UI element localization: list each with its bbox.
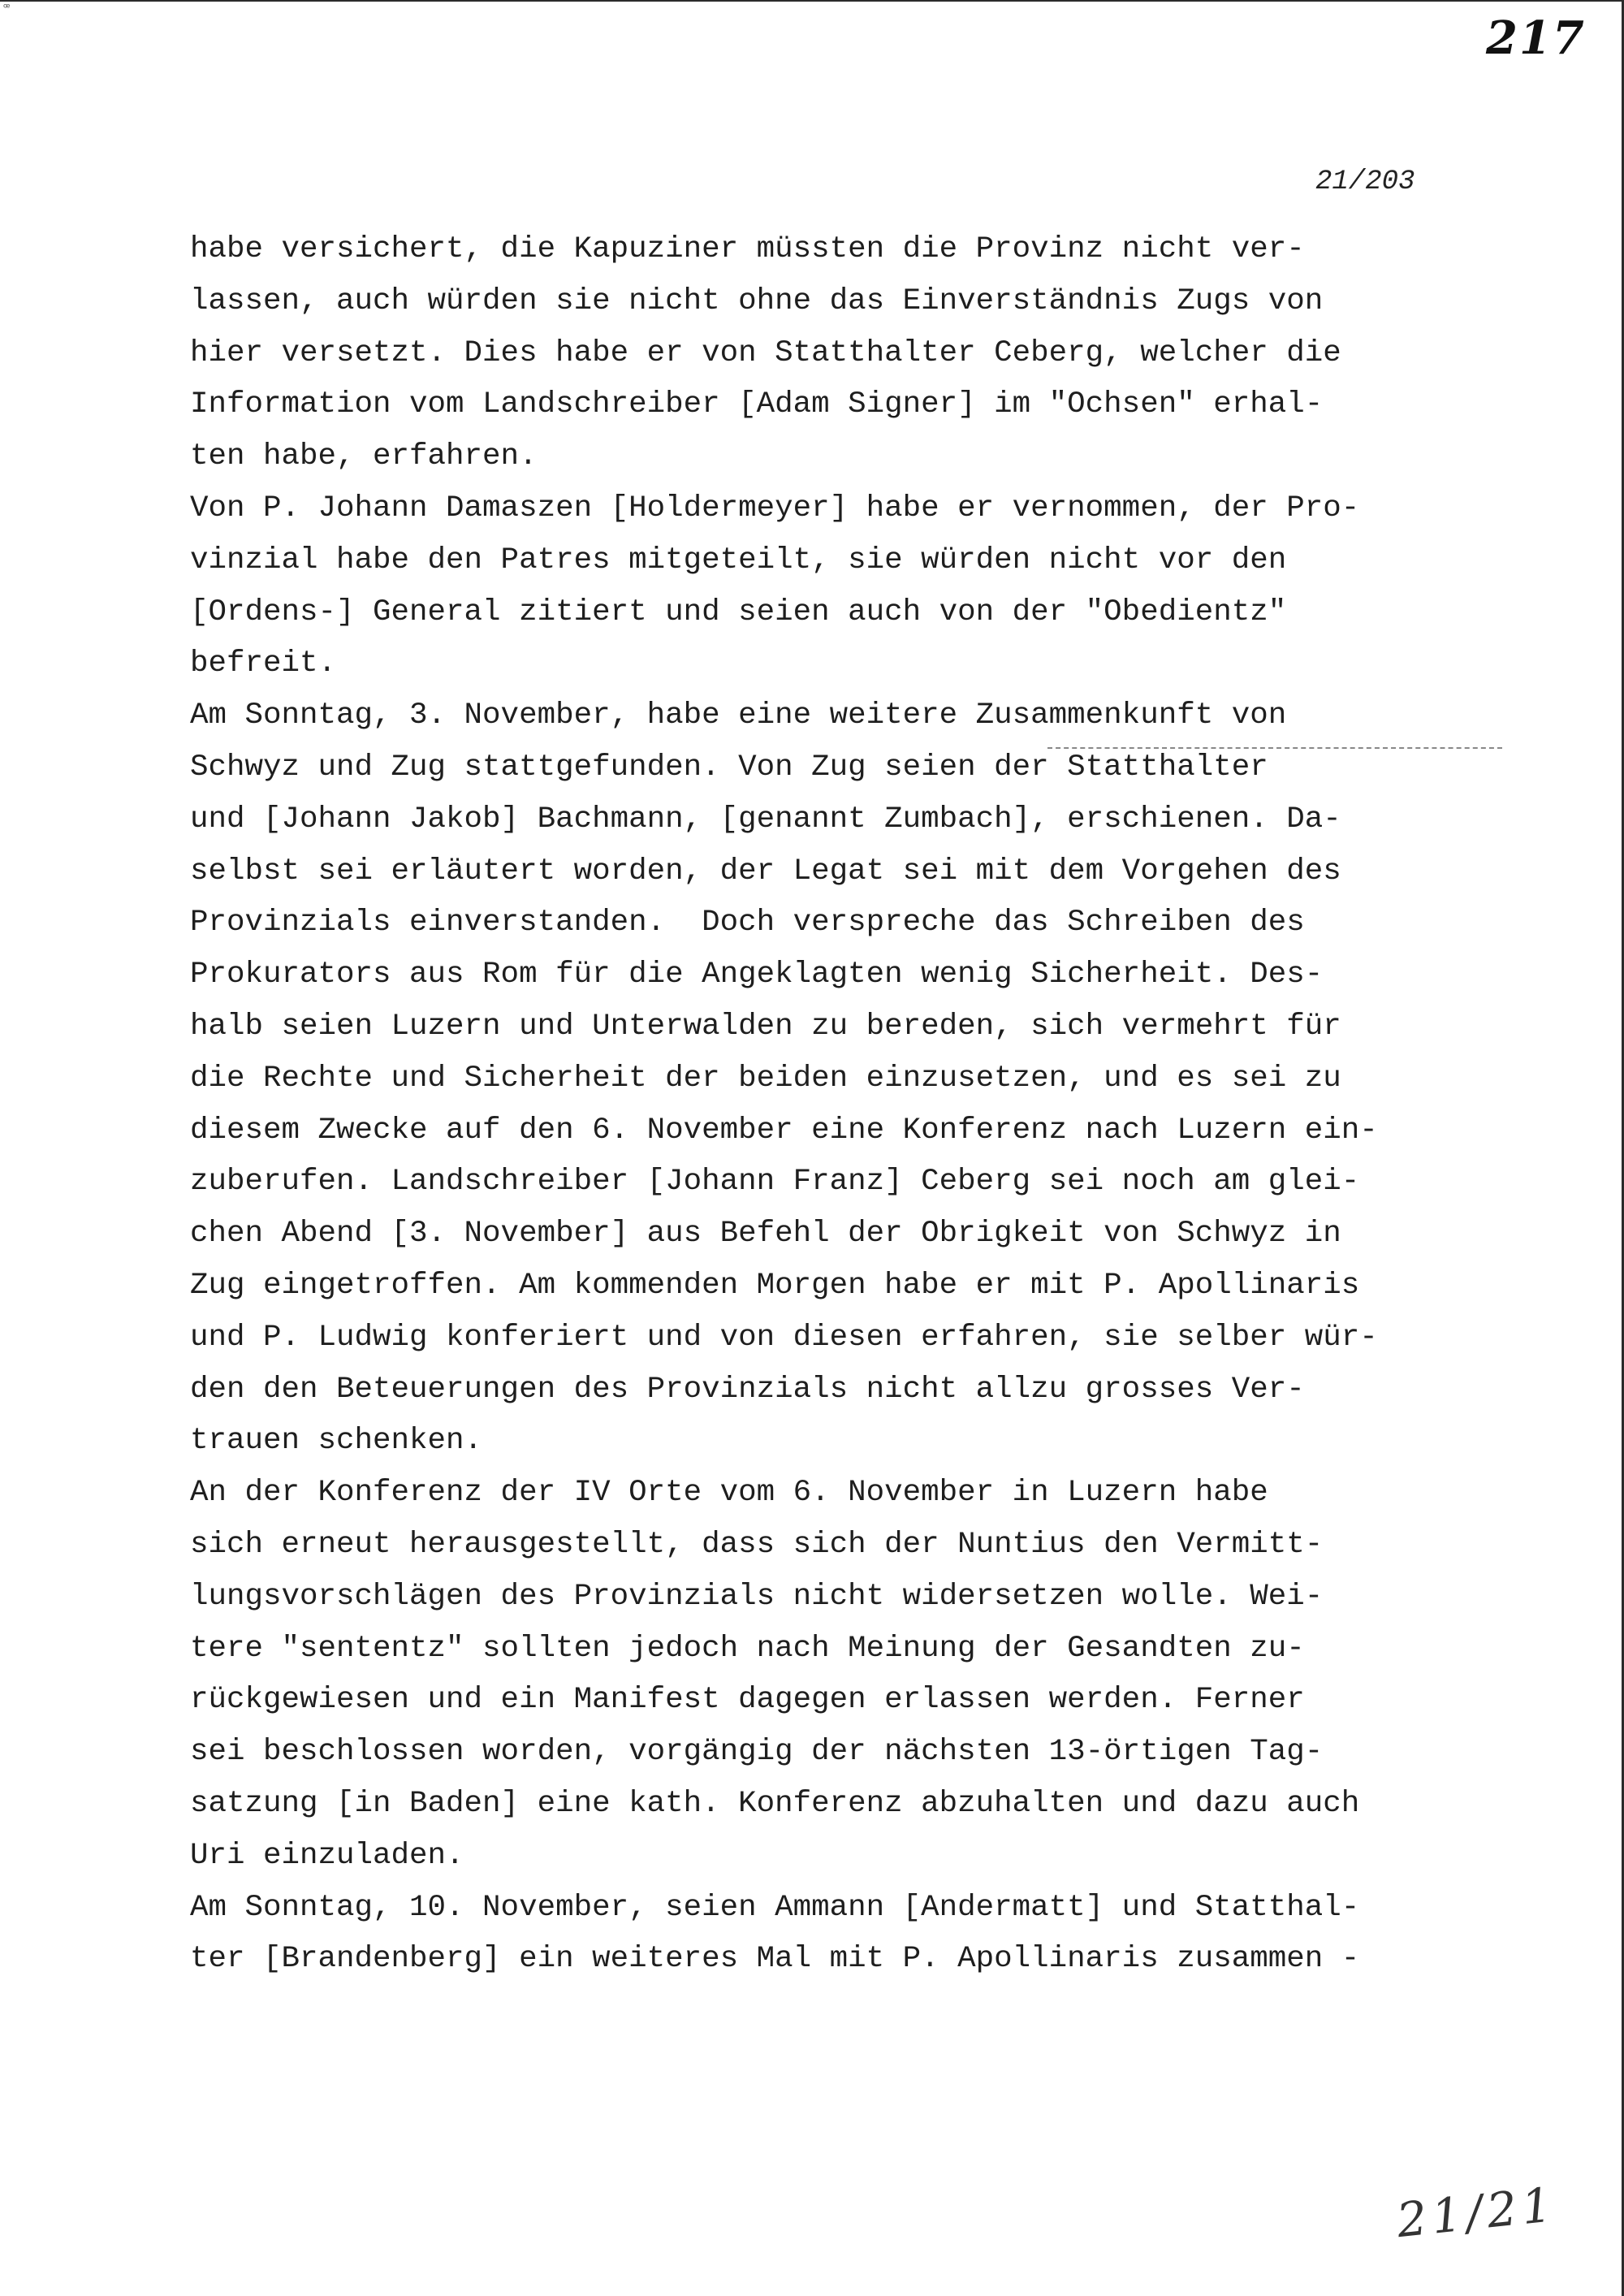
text-line: trauen schenken. (190, 1424, 483, 1459)
handwritten-folio-number: 217 (1486, 11, 1586, 65)
text-line: Provinzials einverstanden. Doch verspreche das Schreiben des (190, 906, 1305, 940)
page-reference: 21/203 (1315, 166, 1415, 197)
text-line: zuberufen. Landschreiber [Johann Franz] Ceberg sei noch am glei- (190, 1165, 1360, 1200)
text-line: den den Beteuerungen des Provinzials nicht allzu grosses Ver- (190, 1372, 1305, 1407)
text-line: Am Sonntag, 3. November, habe eine weitere Zusammenkunft von (190, 698, 1287, 733)
text-line: Schwyz und Zug stattgefunden. Von Zug seien der Statthalter (190, 750, 1268, 785)
text-line: [Ordens-] General zitiert und seien auch von der "Obedientz" (190, 595, 1287, 629)
document-body (190, 224, 1473, 1986)
text-line: Information vom Landschreiber [Adam Signer] im "Ochsen" erhal- (190, 387, 1324, 422)
text-line: lungsvorschlägen des Provinzials nicht widersetzen wolle. Wei- (190, 1579, 1324, 1614)
text-line: satzung [in Baden] eine kath. Konferenz abzuhalten und dazu auch (190, 1786, 1360, 1821)
scan-mark: ꟹ (3, 2, 11, 15)
text-line: Von P. Johann Damaszen [Holdermeyer] habe er vernommen, der Pro- (190, 491, 1360, 525)
text-line: vinzial habe den Patres mitgeteilt, sie würden nicht vor den (190, 543, 1287, 577)
text-line: selbst sei erläutert worden, der Legat sei mit dem Vorgehen des (190, 854, 1341, 889)
text-line: ten habe, erfahren. (190, 439, 538, 474)
text-line: diesem Zwecke auf den 6. November eine Konferenz nach Luzern ein- (190, 1113, 1378, 1148)
text-line: Prokurators aus Rom für die Angeklagten wenig Sicherheit. Des- (190, 958, 1324, 992)
handwritten-page-number: 21/21 (1393, 2176, 1560, 2249)
text-line: Am Sonntag, 10. November, seien Ammann [Andermatt] und Statthal- (190, 1890, 1360, 1925)
text-line: und [Johann Jakob] Bachmann, [genannt Zumbach], erschienen. Da- (190, 802, 1341, 837)
text-line: die Rechte und Sicherheit der beiden einzusetzen, und es sei zu (190, 1061, 1341, 1096)
text-line: habe versichert, die Kapuziner müssten die Provinz nicht ver- (190, 232, 1305, 266)
text-line: rückgewiesen und ein Manifest dagegen erlassen werden. Ferner (190, 1683, 1305, 1718)
text-line: ter [Brandenberg] ein weiteres Mal mit P. Apollinaris zusammen - (190, 1942, 1360, 1977)
text-line: befreit. (190, 646, 337, 681)
text-line: Zug eingetroffen. Am kommenden Morgen habe er mit P. Apollinaris (190, 1268, 1360, 1303)
text-line: chen Abend [3. November] aus Befehl der Obrigkeit von Schwyz in (190, 1217, 1341, 1252)
text-line: und P. Ludwig konferiert und von diesen erfahren, sie selber wür- (190, 1320, 1378, 1355)
text-line: Uri einzuladen. (190, 1838, 464, 1873)
text-line: An der Konferenz der IV Orte vom 6. November in Luzern habe (190, 1476, 1268, 1511)
text-line: tere "sententz" sollten jedoch nach Meinung der Gesandten zu- (190, 1631, 1305, 1666)
text-line: lassen, auch würden sie nicht ohne das Einverständnis Zugs von (190, 283, 1324, 318)
text-line: sich erneut herausgestellt, dass sich der Nuntius den Vermitt- (190, 1527, 1324, 1562)
text-line: sei beschlossen worden, vorgängig der nächsten 13-örtigen Tag- (190, 1735, 1324, 1770)
text-line: halb seien Luzern und Unterwalden zu bereden, sich vermehrt für (190, 1009, 1341, 1044)
text-line: hier versetzt. Dies habe er von Statthalter Ceberg, welcher die (190, 335, 1341, 370)
